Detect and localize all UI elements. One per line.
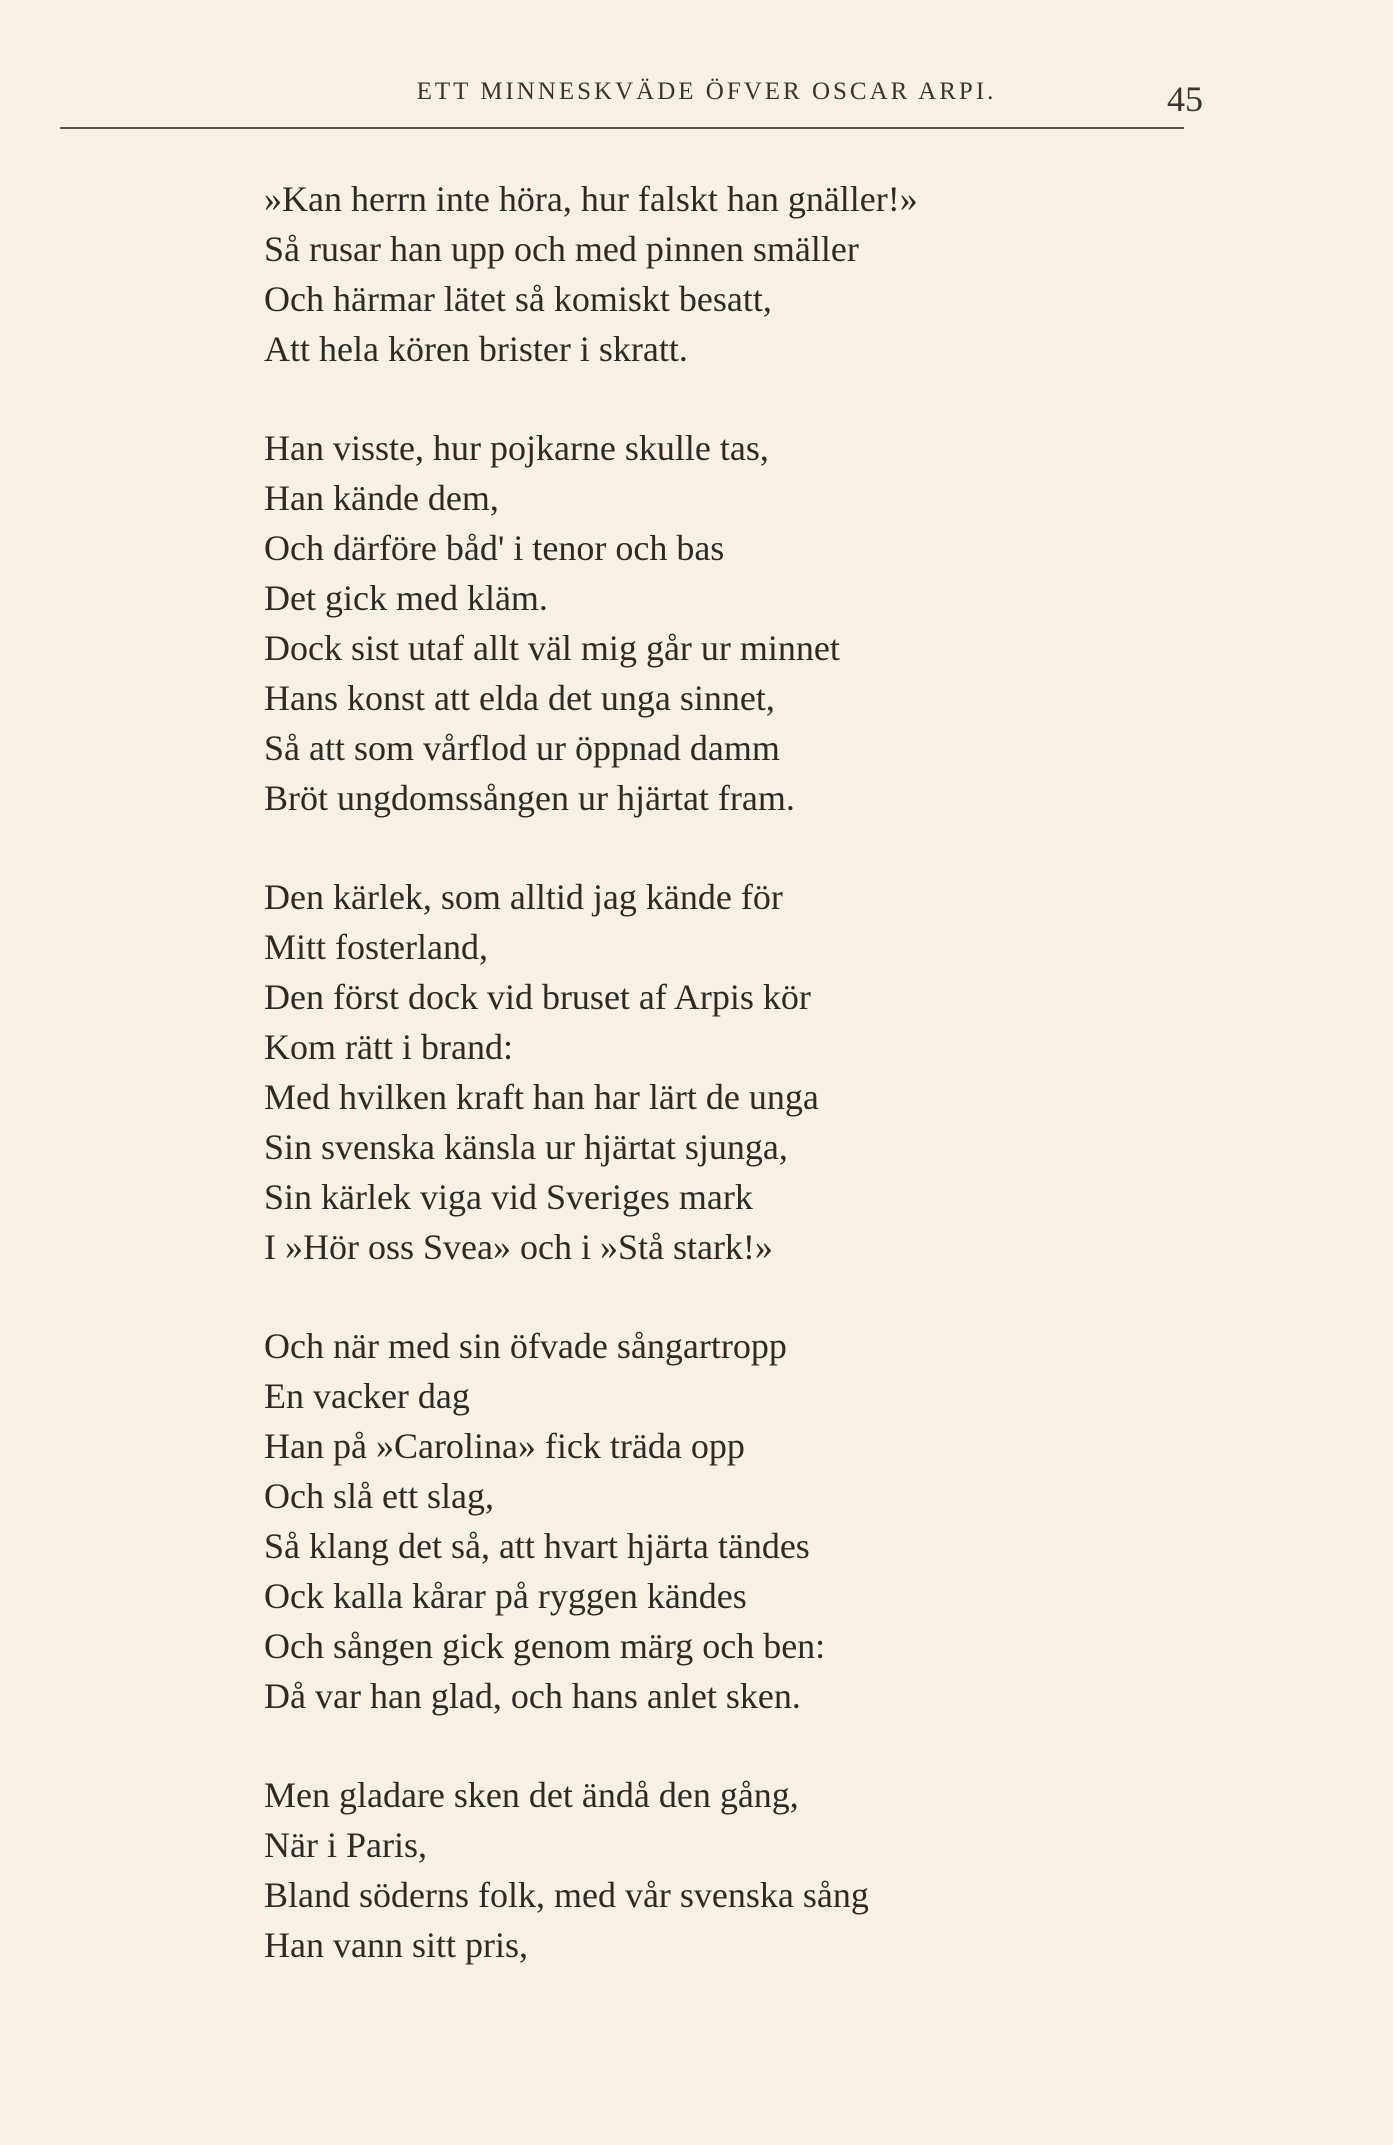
stanza-1 (264, 174, 1164, 374)
poem-line: Kom rätt i brand: (264, 1027, 513, 1067)
poem-line: Och när med sin öfvade sångartropp (264, 1326, 787, 1366)
poem-line: Då var han glad, och hans anlet sken. (264, 1676, 801, 1716)
poem-line: Sin svenska känsla ur hjärtat sjunga, (264, 1127, 788, 1167)
poem-line: Dock sist utaf allt väl mig går ur minnet (264, 628, 840, 668)
poem-line: Med hvilken kraft han har lärt de unga (264, 1077, 819, 1117)
poem-line: Och härmar lätet så komiskt besatt, (264, 279, 772, 319)
poem-line: Han kände dem, (264, 478, 499, 518)
running-title: ETT MINNESKVÄDE ÖFVER OSCAR ARPI. (416, 78, 997, 105)
poem-line: Så klang det så, att hvart hjärta tändes (264, 1526, 810, 1566)
stanza-4 (264, 1321, 1164, 1721)
poem-line: Det gick med kläm. (264, 578, 548, 618)
stanza-2 (264, 423, 1164, 823)
poem-line: Så rusar han upp och med pinnen smäller (264, 229, 859, 269)
poem-line: »Kan herrn inte höra, hur falskt han gnäller!» (264, 179, 918, 219)
poem-line: Och därföre båd' i tenor och bas (264, 528, 725, 568)
poem-line: En vacker dag (264, 1376, 470, 1416)
poem-line: Att hela kören brister i skratt. (264, 329, 688, 369)
poem-line: Och sången gick genom märg och ben: (264, 1626, 826, 1666)
poem-line: Bland söderns folk, med vår svenska sång (264, 1875, 869, 1915)
poem-line: Hans konst att elda det unga sinnet, (264, 678, 775, 718)
poem-line: Bröt ungdomssången ur hjärtat fram. (264, 778, 795, 818)
stanza-3 (264, 872, 1164, 1272)
poem-body (264, 174, 1164, 2019)
poem-line: Han visste, hur pojkarne skulle tas, (264, 428, 769, 468)
poem-line: Och slå ett slag, (264, 1476, 494, 1516)
stanza-5 (264, 1770, 1164, 1970)
poem-line: Men gladare sken det ändå den gång, (264, 1775, 799, 1815)
poem-line: Han på »Carolina» fick träda opp (264, 1426, 745, 1466)
poem-line: Den kärlek, som alltid jag kände för (264, 877, 783, 917)
poem-line: Den först dock vid bruset af Arpis kör (264, 977, 811, 1017)
poem-line: När i Paris, (264, 1825, 427, 1865)
header-rule (60, 127, 1184, 129)
poem-line: Sin kärlek viga vid Sveriges mark (264, 1177, 753, 1217)
poem-line: Så att som vårflod ur öppnad damm (264, 728, 780, 768)
poem-line: Mitt fosterland, (264, 927, 488, 967)
page-number: 45 (1167, 79, 1203, 119)
poem-line: Han vann sitt pris, (264, 1925, 528, 1965)
poem-line: I »Hör oss Svea» och i »Stå stark!» (264, 1227, 773, 1267)
poem-line: Ock kalla kårar på ryggen kändes (264, 1576, 747, 1616)
